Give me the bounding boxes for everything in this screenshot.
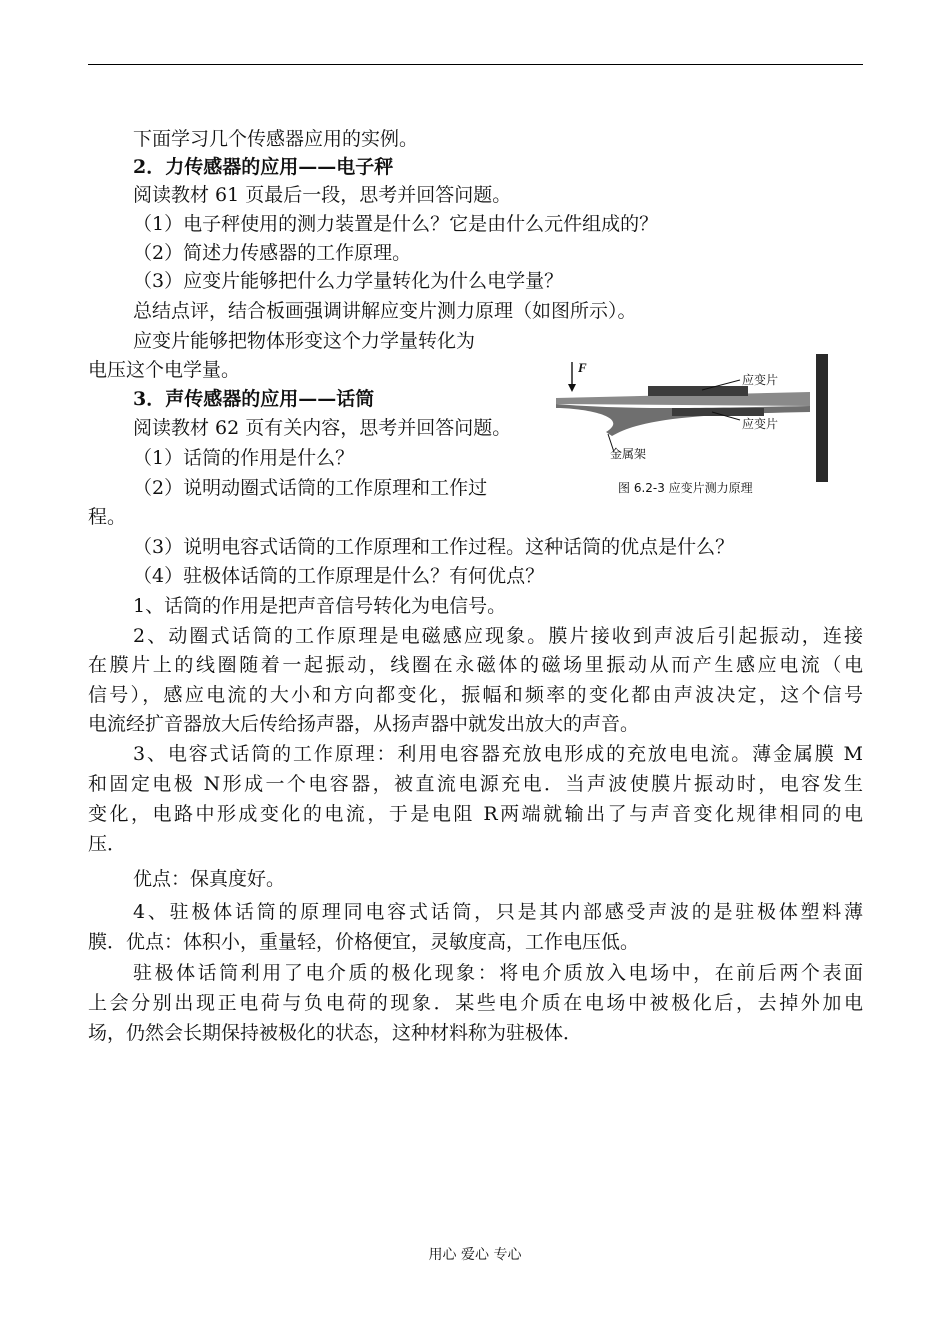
section-heading: 3．声传感器的应用——话筒 — [133, 388, 375, 410]
paragraph-line: 下面学习几个传感器应用的实例。 — [133, 128, 419, 150]
answer-line: 变化，电路中形成变化的电流，于是电阻 R两端就输出了与声音变化规律相同的电 — [88, 803, 863, 825]
section-heading: 2．力传感器的应用——电子秤 — [133, 156, 394, 178]
paragraph-line: 应变片能够把物体形变这个力学量转化为 — [133, 330, 476, 352]
answer-line: 4、驻极体话筒的原理同电容式话筒，只是其内部感受声波的是驻极体塑料薄 — [133, 901, 863, 923]
question-line: （3）应变片能够把什么力学量转化为什么电学量？ — [133, 270, 564, 292]
strain-gauge-top — [648, 386, 748, 396]
force-label: F — [578, 360, 587, 375]
gauge-bottom-label: 应变片 — [742, 417, 779, 431]
answer-line: 在膜片上的线圈随着一起振动，线圈在永磁体的磁场里振动从而产生感应电流（电 — [88, 654, 863, 676]
paragraph-line: 总结点评，结合板画强调讲解应变片测力原理（如图所示）。 — [133, 300, 637, 322]
gauge-top-label: 应变片 — [742, 373, 779, 387]
paragraph-line: 阅读教材 62 页有关内容，思考并回答问题。 — [133, 417, 512, 439]
paragraph-line: 程。 — [88, 506, 127, 528]
answer-line: 1、话筒的作用是把声音信号转化为电信号。 — [133, 595, 507, 617]
paragraph-line: 阅读教材 61 页最后一段，思考并回答问题。 — [133, 184, 512, 206]
question-line: （1）话筒的作用是什么？ — [133, 447, 355, 469]
page-footer: 用心 爱心 专心 — [428, 1247, 522, 1263]
wall-support — [816, 354, 828, 482]
strain-gauge-figure — [552, 352, 842, 502]
answer-line: 上会分别出现正电荷与负电荷的现象．某些电介质在电场中被极化后，去掉外加电 — [88, 992, 863, 1014]
question-line: （1）电子秤使用的测力装置是什么？它是由什么元件组成的？ — [133, 213, 659, 235]
question-line: （3）说明电容式话筒的工作原理和工作过程。这种话筒的优点是什么？ — [133, 536, 735, 558]
strain-gauge-bottom — [672, 408, 764, 416]
question-line: （4）驻极体话筒的工作原理是什么？有何优点？ — [133, 565, 545, 587]
answer-line: 场，仍然会长期保持被极化的状态，这种材料称为驻极体． — [88, 1022, 583, 1044]
figure-caption: 图 6.2-3 应变片测力原理 — [618, 481, 753, 495]
answer-line: 优点：保真度好。 — [133, 868, 286, 890]
answer-line: 膜．优点：体积小，重量轻，价格便宜，灵敏度高，工作电压低。 — [88, 931, 640, 953]
strain-gauge-diagram — [552, 352, 842, 502]
answer-line: 3、电容式话筒的工作原理：利用电容器充放电形成的充放电电流。薄金属膜 M — [133, 743, 863, 765]
paragraph-line: 电压这个电学量。 — [88, 359, 241, 381]
header-rule — [88, 64, 863, 65]
frame-label: 金属架 — [610, 447, 647, 461]
answer-line: 驻极体话筒利用了电介质的极化现象：将电介质放入电场中，在前后两个表面 — [133, 962, 863, 984]
answer-line: 压． — [88, 833, 127, 855]
answer-line: 2、动圈式话筒的工作原理是电磁感应现象。膜片接收到声波后引起振动，连接 — [133, 625, 863, 647]
answer-line: 信号），感应电流的大小和方向都变化，振幅和频率的变化都由声波决定，这个信号 — [88, 684, 863, 706]
answer-line: 和固定电极 N形成一个电容器，被直流电源充电．当声波使膜片振动时，电容发生 — [88, 773, 863, 795]
question-line: （2）说明动圈式话筒的工作原理和工作过 — [133, 477, 488, 499]
question-line: （2）简述力传感器的工作原理。 — [133, 242, 412, 264]
answer-line: 电流经扩音器放大后传给扬声器，从扬声器中就发出放大的声音。 — [88, 713, 640, 735]
